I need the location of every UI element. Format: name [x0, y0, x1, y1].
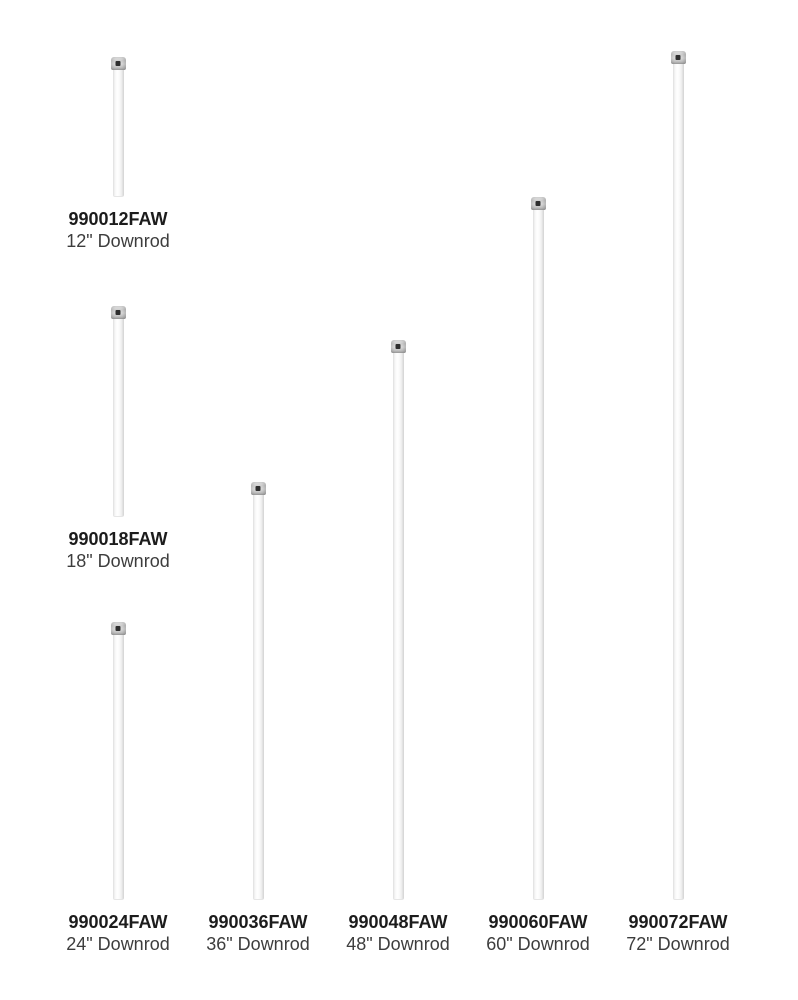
set-screw-dot [676, 55, 681, 60]
set-screw-dot [396, 344, 401, 349]
product-downrod-24 [48, 622, 188, 955]
product-downrod-48 [328, 340, 468, 955]
set-screw-dot [116, 626, 121, 631]
rod-body [533, 210, 544, 900]
product-label: 36" Downrod [206, 934, 310, 954]
set-screw-dot [536, 201, 541, 206]
product-downrod-18 [48, 306, 188, 572]
product-downrod-12 [48, 57, 188, 252]
rod-body [673, 64, 684, 900]
product-downrod-36 [188, 482, 328, 955]
set-screw-dot [116, 61, 121, 66]
downrod-24-image [111, 622, 126, 900]
downrod-72-image [671, 51, 686, 900]
rod-top-cap [531, 197, 546, 210]
set-screw-dot [256, 486, 261, 491]
product-sku: 990036FAW [208, 912, 308, 932]
downrod-60-image [531, 197, 546, 900]
downrod-48-image [391, 340, 406, 900]
product-sku: 990012FAW [68, 209, 168, 229]
product-downrod-60 [468, 197, 608, 955]
product-sku: 990048FAW [348, 912, 448, 932]
rod-top-cap [111, 57, 126, 70]
rod-top-cap [391, 340, 406, 353]
product-label: 48" Downrod [346, 934, 450, 954]
rod-body [113, 319, 124, 517]
rod-top-cap [671, 51, 686, 64]
rod-body [393, 353, 404, 900]
product-downrod-72 [608, 51, 748, 955]
rod-top-cap [251, 482, 266, 495]
product-sku: 990072FAW [628, 912, 728, 932]
product-label: 12" Downrod [66, 231, 170, 251]
product-sku: 990018FAW [68, 529, 168, 549]
rod-body [113, 70, 124, 197]
product-sku: 990024FAW [68, 912, 168, 932]
rod-body [113, 635, 124, 900]
product-sku: 990060FAW [488, 912, 588, 932]
downrod-36-image [251, 482, 266, 900]
downrod-12-image [111, 57, 126, 197]
rod-top-cap [111, 306, 126, 319]
set-screw-dot [116, 310, 121, 315]
rod-top-cap [111, 622, 126, 635]
product-label: 24" Downrod [66, 934, 170, 954]
downrod-18-image [111, 306, 126, 517]
rod-body [253, 495, 264, 900]
product-label: 18" Downrod [66, 551, 170, 571]
product-label: 60" Downrod [486, 934, 590, 954]
product-label: 72" Downrod [626, 934, 730, 954]
